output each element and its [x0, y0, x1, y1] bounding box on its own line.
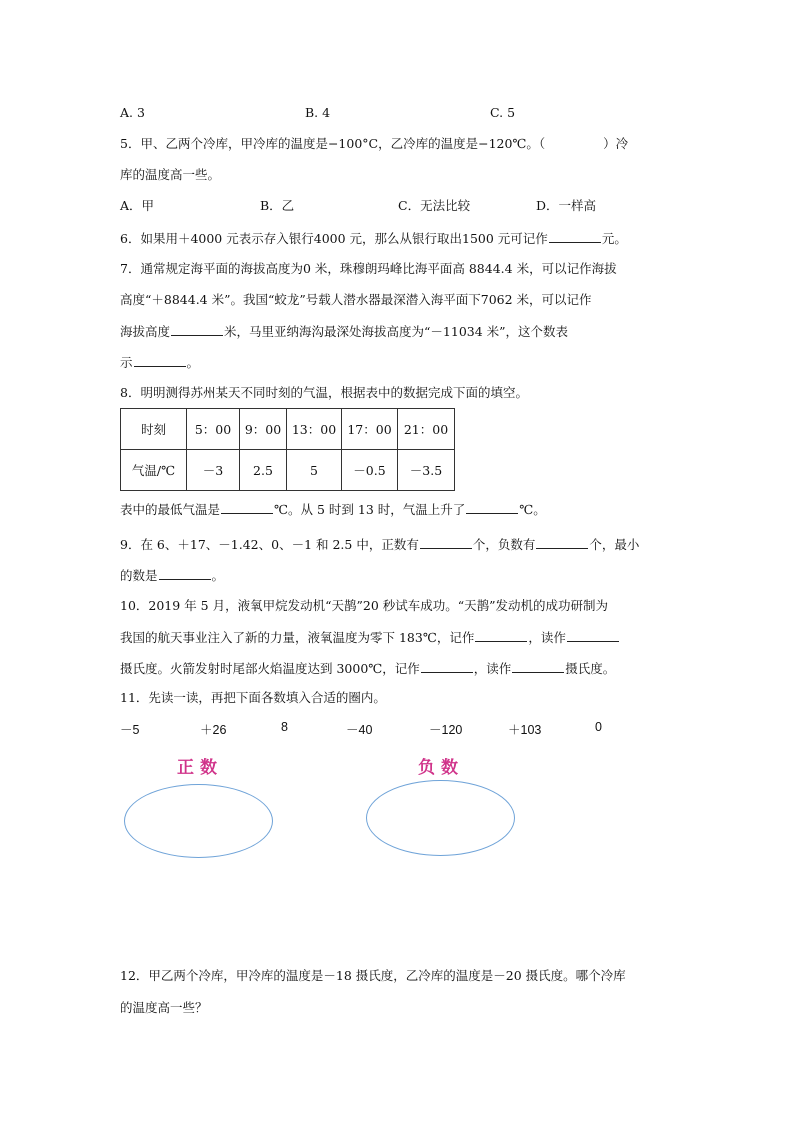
q5-text-end: ）冷	[603, 136, 629, 151]
temperature-table	[120, 408, 455, 491]
q9-line1	[120, 535, 639, 554]
q5-option-c: C．无法比较	[398, 198, 471, 213]
q9-blank-3[interactable]	[159, 566, 211, 580]
number-item[interactable]: －120	[429, 723, 463, 737]
q4-option-a: A. 3	[120, 105, 145, 120]
q6-blank[interactable]	[549, 229, 601, 243]
q12-line2: 的温度高一些？	[120, 1000, 208, 1015]
q4-option-c: C. 5	[490, 105, 516, 120]
q9-text-a: 9．在 6、＋17、－1.42、0、－1 和 2.5 中，正数有	[120, 537, 419, 552]
q12-line1: 12．甲乙两个冷库，甲冷库的温度是－18 摄氏度，乙冷库的温度是－20 摄氏度。哪个冷库	[120, 968, 626, 983]
q6-line	[120, 229, 627, 248]
q5-text: 5．甲、乙两个冷库，甲冷库的温度是−100°C，乙冷库的温度是−120℃。（	[120, 136, 546, 151]
table-cell: 21：00	[398, 409, 455, 450]
q10-blank-1[interactable]	[475, 628, 527, 642]
q5-option-b: B．乙	[260, 198, 295, 213]
q6-text-end: 元。	[601, 231, 627, 246]
q9-line2	[120, 566, 224, 585]
q10-blank-2[interactable]	[567, 628, 619, 642]
q8-blank-2[interactable]	[466, 500, 518, 514]
q5-option-d: D．一样高	[536, 198, 597, 213]
q8-intro: 8．明明测得苏州某天不同时刻的气温，根据表中的数据完成下面的填空。	[120, 385, 528, 400]
table-cell: 13：00	[287, 409, 342, 450]
table-header-temp: 气温/℃	[121, 450, 187, 491]
number-item[interactable]: 0	[595, 720, 602, 734]
number-item[interactable]: －40	[346, 723, 373, 737]
q10-blank-4[interactable]	[512, 659, 564, 673]
q7-blank-2[interactable]	[134, 353, 186, 367]
number-item[interactable]: 8	[281, 720, 288, 734]
q11-intro: 11．先读一读，再把下面各数填入合适的圈内。	[120, 690, 386, 705]
negative-numbers-circle[interactable]	[366, 780, 515, 856]
positive-numbers-circle[interactable]	[124, 784, 273, 858]
table-cell: －3.5	[398, 450, 455, 491]
q5-line1	[120, 135, 628, 153]
q9-text-c: 个，最小	[589, 537, 640, 552]
q10-line2	[120, 628, 620, 647]
q8-after	[120, 500, 546, 519]
table-cell: 9：00	[240, 409, 287, 450]
q4-option-b: B. 4	[305, 105, 331, 120]
q7-text-b: 米，马里亚纳海沟最深处海拔高度为“－11034 米”，这个数表	[224, 324, 569, 339]
table-cell: －3	[187, 450, 240, 491]
table-row-time	[121, 409, 455, 450]
q8-text-b: ℃。从 5 时到 13 时，气温上升了	[274, 502, 466, 517]
table-cell: 17：00	[342, 409, 398, 450]
positive-label: 正数	[177, 758, 223, 778]
table-cell: －0.5	[342, 450, 398, 491]
q8-text-a: 表中的最低气温是	[120, 502, 221, 517]
q5-line2: 库的温度高一些。	[120, 167, 221, 182]
q9-text-d: 的数是	[120, 568, 158, 583]
number-item[interactable]: －5	[120, 723, 140, 737]
q7-line2: 高度“＋8844.4 米”。我国“蛟龙”号载人潜水器最深潜入海平面下7062 米，可以记作	[120, 292, 592, 307]
q7-line4	[120, 353, 199, 372]
q7-line1: 7．通常规定海平面的海拔高度为0 米，珠穆朗玛峰比海平面高 8844.4 米，可以记作海拔	[120, 261, 617, 276]
q9-text-b: 个，负数有	[472, 537, 536, 552]
q7-text-c: 示	[120, 355, 133, 370]
q9-text-e: 。	[211, 568, 225, 583]
q10-blank-3[interactable]	[421, 659, 473, 673]
q6-text: 6．如果用＋4000 元表示存入银行4000 元，那么从银行取出1500 元可记作	[120, 231, 548, 246]
q10-text-d: ，读作	[473, 661, 512, 676]
q10-text-c: 摄氏度。火箭发射时尾部火焰温度达到 3000℃，记作	[120, 661, 420, 676]
q7-line3	[120, 322, 568, 341]
q9-blank-1[interactable]	[420, 535, 472, 549]
q10-line1: 10．2019 年 5 月，液氧甲烷发动机“天鹊”20 秒试车成功。“天鹊”发动机的成功研制为	[120, 598, 609, 613]
q7-blank-1[interactable]	[171, 322, 223, 336]
number-item[interactable]: ＋103	[508, 723, 542, 737]
q8-text-c: ℃。	[519, 502, 546, 517]
q10-text-e: 摄氏度。	[565, 661, 616, 676]
table-header-time: 时刻	[121, 409, 187, 450]
q8-blank-1[interactable]	[221, 500, 273, 514]
table-row-temp	[121, 450, 455, 491]
negative-label: 负数	[418, 758, 464, 778]
q7-text-a: 海拔高度	[120, 324, 171, 339]
q5-option-a: A．甲	[120, 198, 155, 213]
number-item[interactable]: ＋26	[200, 723, 227, 737]
table-cell: 5：00	[187, 409, 240, 450]
q10-line3	[120, 659, 615, 678]
q9-blank-2[interactable]	[536, 535, 588, 549]
table-cell: 2.5	[240, 450, 287, 491]
q7-text-d: 。	[186, 355, 200, 370]
q10-text-b: ，读作	[528, 630, 566, 645]
table-cell: 5	[287, 450, 342, 491]
q10-text-a: 我国的航天事业注入了新的力量，液氧温度为零下 183℃，记作	[120, 630, 475, 645]
